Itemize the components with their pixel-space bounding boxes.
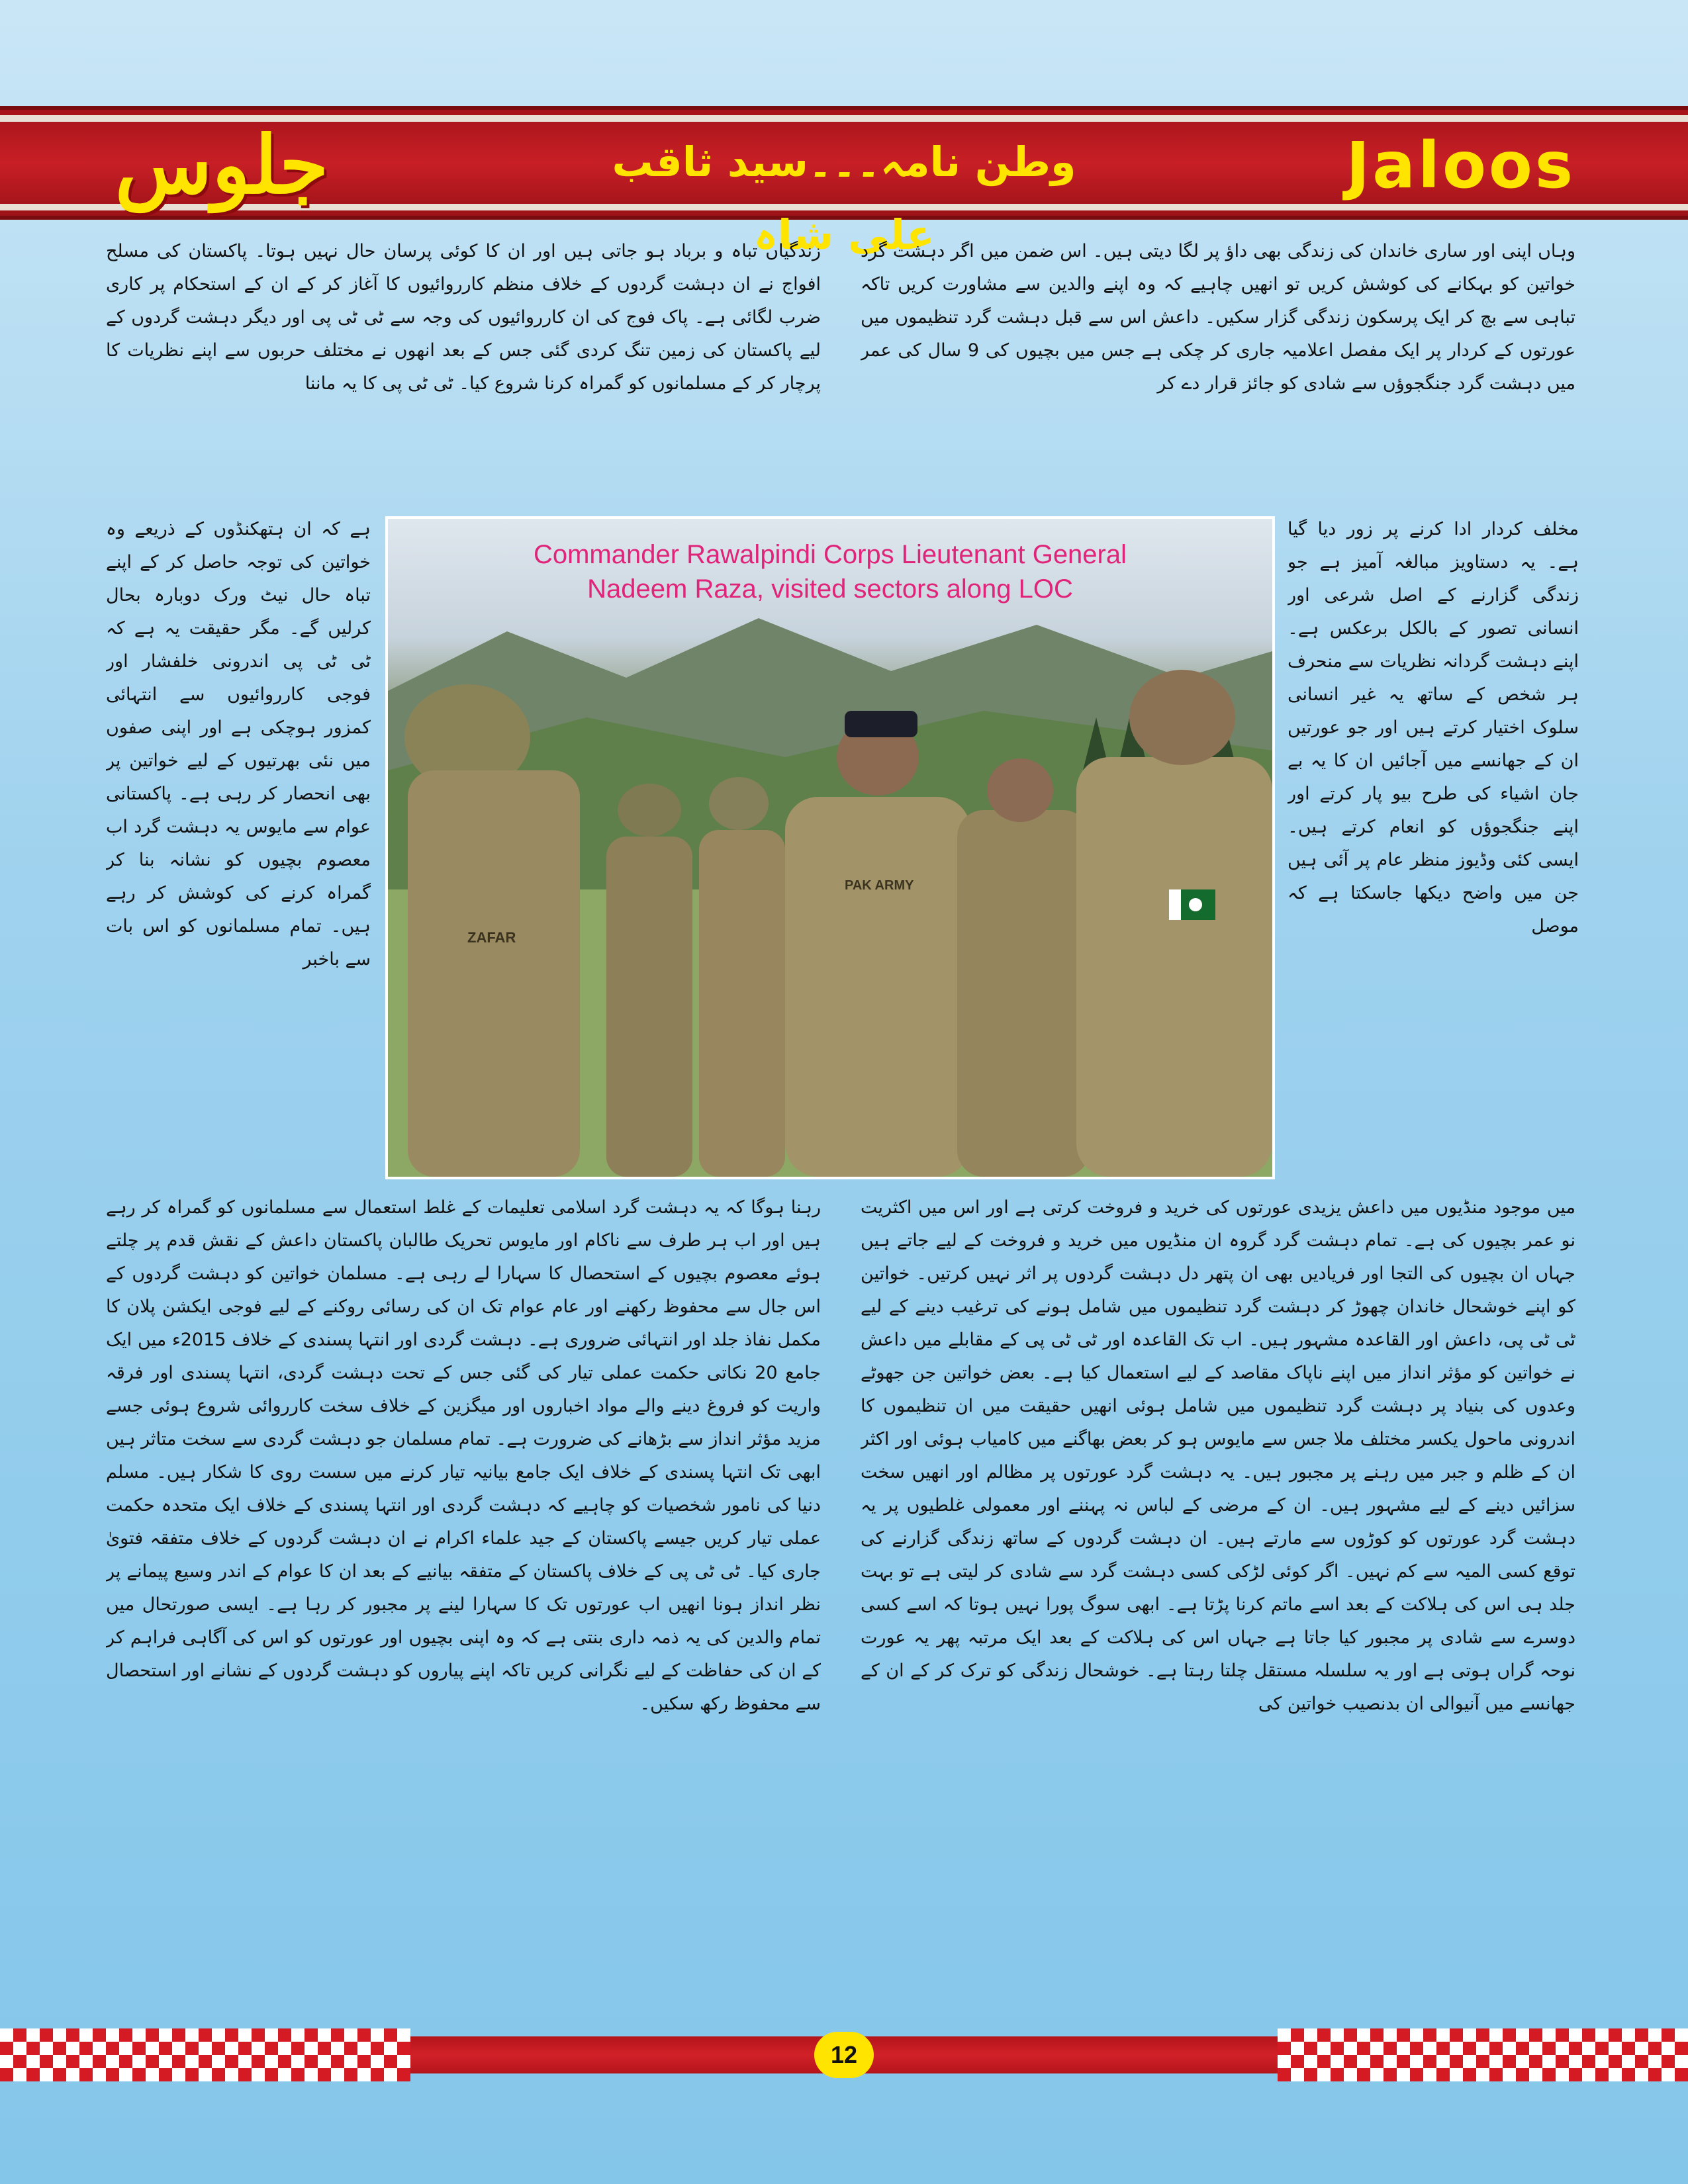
column-right-narrow [1288, 513, 1579, 1181]
name-badge-left: ZAFAR [467, 929, 516, 946]
paragraph-left-narrow: ہے کہ ان ہتھکنڈوں کے ذریعے وہ خواتین کی توجہ حاصل کر کے اپنے تباہ حال نیٹ ورک دوبارہ بحال کرلیں گے۔ مگر حقیقت یہ ہے کہ ٹی ٹی پی اندرونی خلفشار اور فوجی کارروائیوں سے انتہائی کمزور ہوچکی ہے اور اپنی صفوں میں نئی بھرتیوں کے لیے خواتین پر بھی انحصار کر رہی ہے۔ پاکستانی عوام سے مایوس یہ دہشت گرد اب معصوم بچیوں کو نشانہ بنا کر گمراہ کرنے کی کوشش کر رہے ہیں۔ تمام مسلمانوں کو اس بات سے باخبر [106, 519, 371, 970]
column-top-right [861, 235, 1575, 513]
paragraph-right-narrow: مخلف کردار ادا کرنے پر زور دیا گیا ہے۔ یہ دستاویز مبالغہ آمیز ہے جو زندگی گزارنے کے اصل شرعی اور انسانی تصور کے بالکل برعکس ہے۔ اپنے دہشت گردانہ نظریات سے منحرف ہر شخص کے ساتھ یہ غیر انسانی سلوک اختیار کرتے ہیں اور جو عورتیں ان کے جھانسے میں آجائیں ان کا یہ بے جان اشیاء کی طرح بیو پار کرتے اور اپنے جنگجوؤں کو انعام کرتے ہیں۔ ایسی کئی وڈیوز منظر عام پر آئی ہیں جن میں واضح دیکھا جاسکتا ہے کہ موصل [1288, 519, 1579, 936]
paragraph-bottom-left: رہنا ہوگا کہ یہ دہشت گرد اسلامی تعلیمات کے غلط استعمال سے مسلمانوں کو گمراہ کر رہے ہیں اور اب ہر طرف سے ناکام اور مایوس تحریک طالبان پاکستان داعش کے نقش قدم پر چلتے ہوئے معصوم بچیوں کے استحصال کا سہارا لے رہی ہے۔ مسلمان خواتین کو دہشت گردوں کے اس جال سے محفوظ رکھنے اور عام عوام تک ان کی رسائی روکنے کے لیے فوجی ایکشن پلان کا مکمل نفاذ جلد اور انتہائی ضروری ہے۔ دہشت گردی اور انتہا پسندی کے خلاف 2015ء میں ایک جامع 20 نکاتی حکمت عملی تیار کی گئی جس کے تحت دہشت گردی، انتہا پسندی اور فرقہ واریت کو فروغ دینے والے مواد اخباروں اور میگزین کے خلاف سخت کارروائی شروع ہوئی جسے مزید مؤثر انداز سے بڑھانے کی ضرورت ہے۔ تمام مسلمان جو دہشت گردی سے سخت متاثر ہیں ابھی تک انتہا پسندی کے خلاف ایک جامع بیانیہ تیار کرنے میں سست روی کا شکار ہیں۔ مسلم دنیا کی نامور شخصیات کو چاہیے کہ دہشت گردی اور انتہا پسندی کے خلاف ایک متحدہ حکمت عملی تیار کریں جیسے پاکستان کے جید علماء اکرام نے ان دہشت گردوں کے خلاف متفقہ فتویٰ جاری کیا۔ ٹی ٹی پی کے خلاف پاکستان کے متفقہ بیانیے کے بعد ان کا عوام کے اندر وسیع پیمانے پر نظر انداز ہونا انھیں اب عورتوں تک کا سہارا لینے پر مجبور کر رہا ہے۔ ایسی صورتحال میں تمام والدین کی یہ ذمہ داری بنتی ہے کہ وہ اپنی بچیوں اور عورتوں کو اس کی آگاہی فراہم کر کے ان کی حفاظت کے لیے نگرانی کریں تاکہ اپنے پیاروں کو دہشت گردوں کے نشانے اور استحصال سے محفوظ رکھ سکیں۔ [106, 1197, 821, 1714]
column-top-left [106, 235, 821, 513]
logo-english: Jaloos [1346, 128, 1575, 203]
logo-urdu: جلوس [115, 118, 329, 212]
photo-lt-general-visit [385, 516, 1275, 1179]
column-left-narrow [106, 513, 371, 1181]
footer-checker-right [1278, 2028, 1688, 2081]
footer-checker-left [0, 2028, 410, 2081]
column-bottom-right [861, 1191, 1575, 2019]
caption-line-2: Nadeem Raza, visited sectors along LOC [587, 574, 1073, 604]
caption-line-1: Commander Rawalpindi Corps Lieutenant General [533, 540, 1127, 569]
paragraph-top-right: وہاں اپنی اور ساری خاندان کی زندگی بھی داؤ پر لگا دیتی ہیں۔ اس ضمن میں اگر دہشت گرد خواتین کو بہکانے کی کوشش کریں تو انھیں چاہیے کہ وہ اپنے والدین سے مشاورت کریں تاکہ تباہی سے بچ کر ایک پرسکون زندگی گزار سکیں۔ داعش اس سے قبل دہشت گرد تنظیموں میں عورتوں کے کردار پر ایک مفصل اعلامیہ جاری کر چکی ہے جس میں بچیوں کی 9 سال کی عمر میں دہشت گرد جنگجوؤں سے شادی کو جائز قرار دے کر [861, 241, 1575, 394]
page-title: وطن نامہ۔۔۔سید ثاقب علی شاہ [612, 138, 1076, 259]
photo-illustration [388, 519, 1272, 1177]
page-number: 12 [814, 2032, 874, 2078]
paragraph-top-left: زندگیاں تباہ و برباد ہو جاتی ہیں اور ان کا کوئی پرسان حال نہیں ہوتا۔ پاکستان کی مسلح افواج نے ان دہشت گردوں کے خلاف منظم کارروائیوں کا آغاز کر کے ان کے استحکام پر کاری ضرب لگائی ہے۔ پاک فوج کی ان کارروائیوں کی وجہ سے ٹی ٹی پی اور دیگر دہشت گردوں کے لیے پاکستان کی زمین تنگ کردی گئی جس کے بعد انھوں نے مختلف حربوں سے اپنے نظریات کا پرچار کر کے مسلمانوں کو گمراہ کرنا شروع کیا۔ ٹی ٹی پی کا یہ ماننا [106, 241, 821, 394]
column-bottom-left [106, 1191, 821, 2019]
photo-caption [388, 537, 1272, 606]
name-badge-center: PAK ARMY [845, 878, 914, 893]
paragraph-bottom-right: میں موجود منڈیوں میں داعش یزیدی عورتوں کی خرید و فروخت کرتی ہے اور اس میں اکثریت نو عمر بچیوں کی ہے۔ تمام دہشت گرد گروہ ان منڈیوں میں خرید و فروخت کے لیے جاتے ہیں جہاں ان بچیوں کی التجا اور فریادیں بھی ان پتھر دل دہشت گردوں پر اثر نہیں کرتیں۔ خواتین کو اپنے خوشحال خاندان چھوڑ کر دہشت گرد تنظیموں میں شامل ہونے کی ترغیب دینے کے لیے ٹی ٹی پی، داعش اور القاعدہ مشہور ہیں۔ اب تک القاعدہ اور ٹی ٹی پی کے مقابلے میں داعش نے خواتین کو مؤثر انداز میں اپنے ناپاک مقاصد کے لیے استعمال کیا ہے۔ بعض خواتین جن جھوٹے وعدوں کی بنیاد پر دہشت گرد تنظیموں میں شامل ہوئی انھیں حقیقت میں ان تنظیموں کا اندرونی ماحول یکسر مختلف ملا جس سے مایوس ہو کر بعض بھاگنے میں کامیاب ہوئی اور اکثر ان کے ظلم و جبر میں رہنے پر مجبور ہیں۔ یہ دہشت گرد عورتوں پر مظالم اور انھیں سخت سزائیں دینے کے لیے مشہور ہیں۔ ان کے مرضی کے لباس نہ پہننے اور معمولی غلطیوں پر یہ دہشت گرد عورتوں کو کوڑوں سے مارتے ہیں۔ ان دہشت گردوں کے ساتھ زندگی گزارنے کی توقع کسی المیہ سے کم نہیں۔ اگر کوئی لڑکی کسی دہشت گرد سے شادی کر لیتی ہے تو بہت جلد ہی اس کی ہلاکت کے بعد اسے ماتم کرنا پڑتا ہے۔ ابھی سوگ پورا نہیں ہوتا کہ اسے کسی دوسرے سے شادی پر مجبور کیا جاتا ہے جہاں اس کی ہلاکت کے بعد ایک مرتبہ پھر یہ عورت نوحہ گراں ہوتی ہے اور یہ سلسلہ مستقل چلتا رہتا ہے۔ خوشحال زندگی کو ترک کر کے ان کے جھانسے میں آنیوالی ان بدنصیب خواتین کی [861, 1197, 1575, 1714]
